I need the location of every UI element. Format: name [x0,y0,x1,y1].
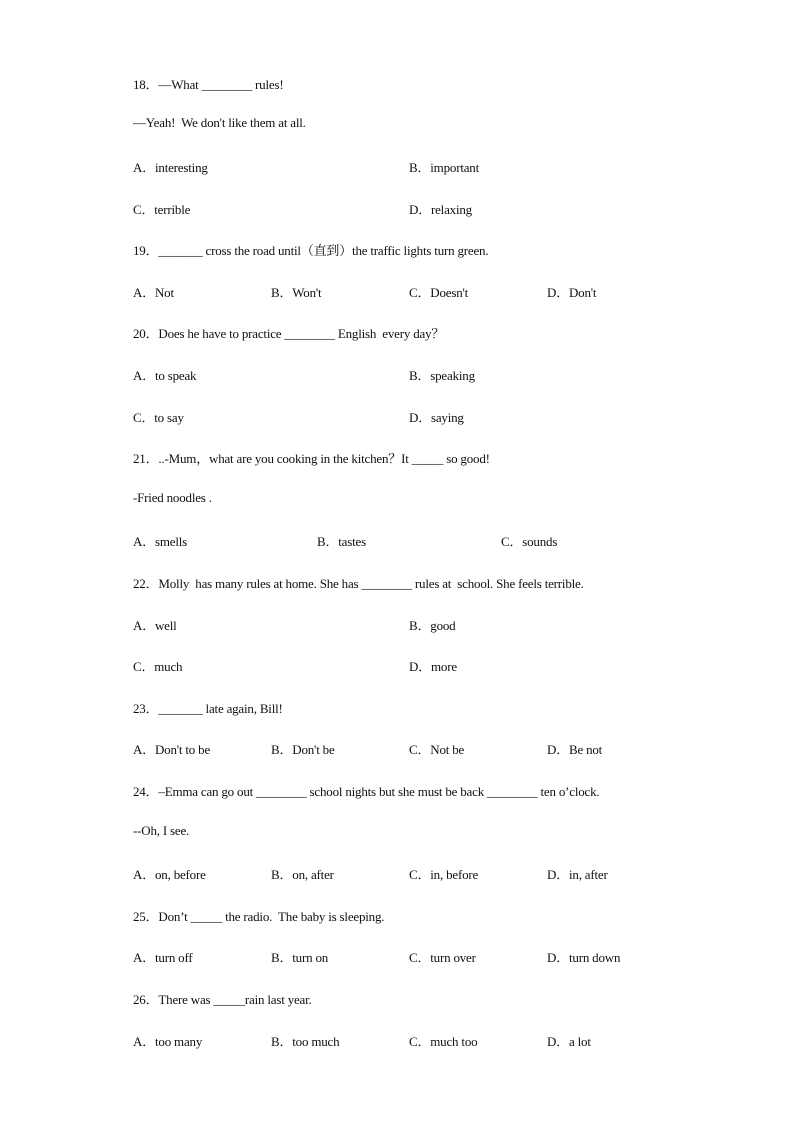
question-26-stem: 26．There was _____rain last year. [133,992,312,1007]
question-24-option-b: B．on, after [271,867,334,882]
question-21-option-a: A．smells [133,534,188,549]
question-21-option-b: B．tastes [317,534,366,549]
question-19-option-d: D．Don't [547,285,597,300]
question-25-stem: 25．Don’t _____ the radio. The baby is sleeping. [133,909,385,924]
question-19-option-a: A．Not [133,285,174,300]
question-22-stem: 22．Molly has many rules at home. She has ________ rules at school. She feels terrible. [133,576,584,591]
question-18-stem: 18．—What ________ rules! [133,77,284,92]
question-21-option-c: C．sounds [501,534,558,549]
question-26-option-c: C．much too [409,1034,478,1049]
question-21-stem: 21．..-Mum，what are you cooking in the kitchen？It _____ so good! [133,451,490,466]
question-20-option-a: A．to speak [133,368,197,383]
question-20-option-d: D．saying [409,410,464,425]
question-24-option-d: D．in, after [547,867,608,882]
question-22-option-b: B．good [409,618,456,633]
question-25-option-a: A．turn off [133,950,193,965]
question-18-option-a: A．interesting [133,160,208,175]
question-20-stem: 20．Does he have to practice ________ English every day？ [133,326,445,341]
question-20-option-b: B．speaking [409,368,475,383]
question-18-option-c: C．terrible [133,202,191,217]
question-25-option-c: C．turn over [409,950,476,965]
question-21-reply: -Fried noodles . [133,490,212,505]
question-19-option-c: C．Doesn't [409,285,469,300]
question-18-option-d: D．relaxing [409,202,472,217]
question-20-option-c: C．to say [133,410,184,425]
question-25-option-d: D．turn down [547,950,621,965]
question-19-stem: 19．_______ cross the road until（直到）the traffic lights turn green. [133,243,489,258]
question-22-option-d: D．more [409,659,457,674]
question-24-option-a: A．on, before [133,867,206,882]
question-22-option-c: C．much [133,659,183,674]
question-23-option-a: A．Don't to be [133,742,211,757]
question-24-reply: --Oh, I see. [133,823,190,838]
question-26-option-a: A．too many [133,1034,203,1049]
question-22-option-a: A．well [133,618,177,633]
question-26-option-b: B．too much [271,1034,340,1049]
question-23-option-b: B．Don't be [271,742,335,757]
question-24-stem: 24．–Emma can go out ________ school nights but she must be back ________ ten o’clock. [133,784,600,799]
question-19-option-b: B．Won't [271,285,322,300]
question-24-option-c: C．in, before [409,867,479,882]
question-18-reply: —Yeah! We don't like them at all. [133,115,306,130]
question-18-option-b: B．important [409,160,480,175]
question-25-option-b: B．turn on [271,950,329,965]
question-23-option-c: C．Not be [409,742,465,757]
question-26-option-d: D．a lot [547,1034,591,1049]
question-23-option-d: D．Be not [547,742,603,757]
question-23-stem: 23．_______ late again, Bill! [133,701,283,716]
